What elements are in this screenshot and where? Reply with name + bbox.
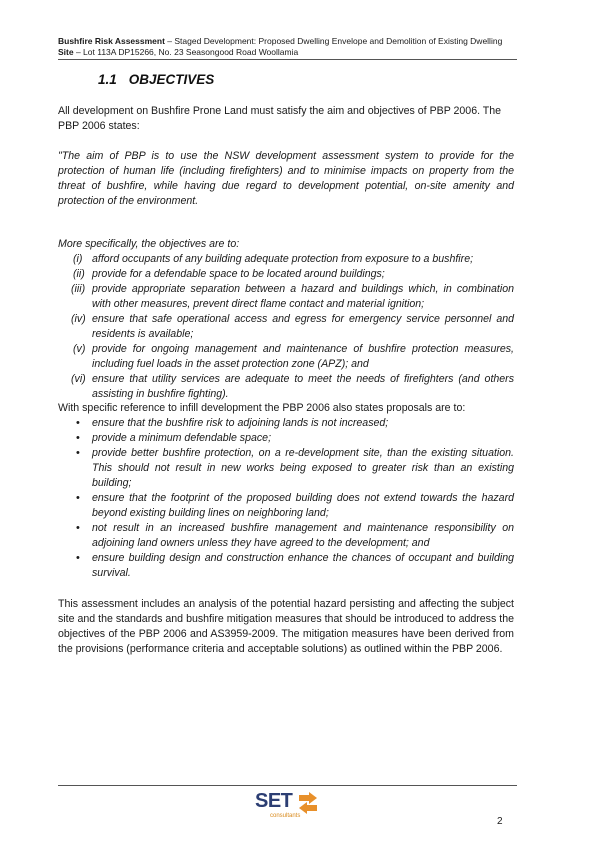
objective-text: provide for ongoing management and maintenance of bushfire protection measures, including fuel loads in the asset protection zone (APZ); and [92, 343, 514, 370]
infill-item [58, 521, 514, 551]
bullet-icon: • [76, 447, 80, 459]
section-number: 1.1 [98, 72, 117, 87]
objective-item [58, 312, 514, 342]
logo-subtitle: consultants [270, 813, 301, 819]
header-subtitle: – Staged Development: Proposed Dwelling Envelope and Demolition of Existing Dwelling [164, 36, 503, 46]
header-site-label: Site [58, 47, 74, 57]
infill-item [58, 491, 514, 521]
page-number: 2 [497, 816, 503, 827]
company-logo [255, 790, 335, 824]
objectives-list [58, 237, 514, 402]
section-title: OBJECTIVES [128, 72, 215, 87]
objective-marker: (v) [73, 343, 86, 355]
objective-item [58, 282, 514, 312]
objective-item [58, 267, 514, 282]
objective-marker: (vi) [71, 373, 86, 385]
aim-quote: "The aim of PBP is to use the NSW development assessment system to provide for the protection of human life (including firefighters) and to minimise impacts on property from the threat of bushfire, while having due regard to development potential, on-site amenity and protection of the environment. [58, 150, 514, 207]
infill-item [58, 431, 514, 446]
header-site-address: – Lot 113A DP15266, No. 23 Seasongood Road Woollamia [73, 47, 299, 57]
infill-item [58, 551, 514, 581]
bullet-icon: • [76, 492, 80, 504]
objective-text: ensure that utility services are adequate to meet the needs of firefighters (and others assisting in bushfire fighting). [92, 373, 514, 400]
section-heading [98, 72, 214, 87]
header-divider [58, 59, 517, 60]
objective-marker: (i) [73, 253, 83, 265]
infill-list [58, 416, 514, 581]
bullet-icon: • [76, 552, 80, 564]
objective-marker: (iv) [71, 313, 86, 325]
infill-text: ensure that the bushfire risk to adjoining lands is not increased; [92, 417, 389, 429]
objective-item [58, 342, 514, 372]
logo-arrows-icon [297, 792, 319, 814]
objective-marker: (iii) [71, 283, 86, 295]
header-title: Bushfire Risk Assessment [58, 36, 165, 46]
logo-wordmark: SET [255, 790, 293, 812]
infill-text: ensure building design and construction enhance the chances of occupant and building survival. [92, 552, 514, 579]
objective-item [58, 372, 514, 402]
infill-text: not result in an increased bushfire management and maintenance responsibility on adjoining land owners unless they have agreed to the development; and [92, 522, 514, 549]
infill-item [58, 446, 514, 491]
bullet-icon: • [76, 417, 80, 429]
bullet-icon: • [76, 522, 80, 534]
footer-divider [58, 785, 517, 786]
intro-paragraph: All development on Bushfire Prone Land must satisfy the aim and objectives of PBP 2006. The PBP 2006 states: [58, 105, 502, 132]
objective-marker: (ii) [73, 268, 85, 280]
objective-text: afford occupants of any building adequate protection from exposure to a bushfire; [92, 253, 474, 265]
objectives-intro: More specifically, the objectives are to: [58, 238, 240, 250]
page-header [58, 36, 518, 58]
infill-text: provide a minimum defendable space; [92, 432, 272, 444]
infill-intro: With specific reference to infill development the PBP 2006 also states proposals are to: [58, 402, 466, 414]
infill-text: provide better bushfire protection, on a re-development site, than the existing situation. This should not result in new works being exposed to greater risk than an existing building; [92, 447, 514, 489]
bullet-icon: • [76, 432, 80, 444]
closing-paragraph: This assessment includes an analysis of the potential hazard persisting and affecting the subject site and the standards and bushfire mitigation measures that should be introduced to address the objectives of the PBP 2006 and AS3959-2009. The mitigation measures have been derived from the provisions (performance criteria and acceptable solutions) as outlined within the PBP 2006. [58, 598, 514, 655]
infill-item [58, 416, 514, 431]
infill-text: ensure that the footprint of the proposed building does not extend towards the hazard beyond existing building lines on neighboring land; [92, 492, 514, 519]
objective-text: provide for a defendable space to be located around buildings; [92, 268, 385, 280]
objective-text: provide appropriate separation between a hazard and buildings which, in combination with other measures, prevent direct flame contact and material ignition; [92, 283, 514, 310]
objective-item [58, 252, 514, 267]
objective-text: ensure that safe operational access and egress for emergency service personnel and residents is available; [92, 313, 514, 340]
